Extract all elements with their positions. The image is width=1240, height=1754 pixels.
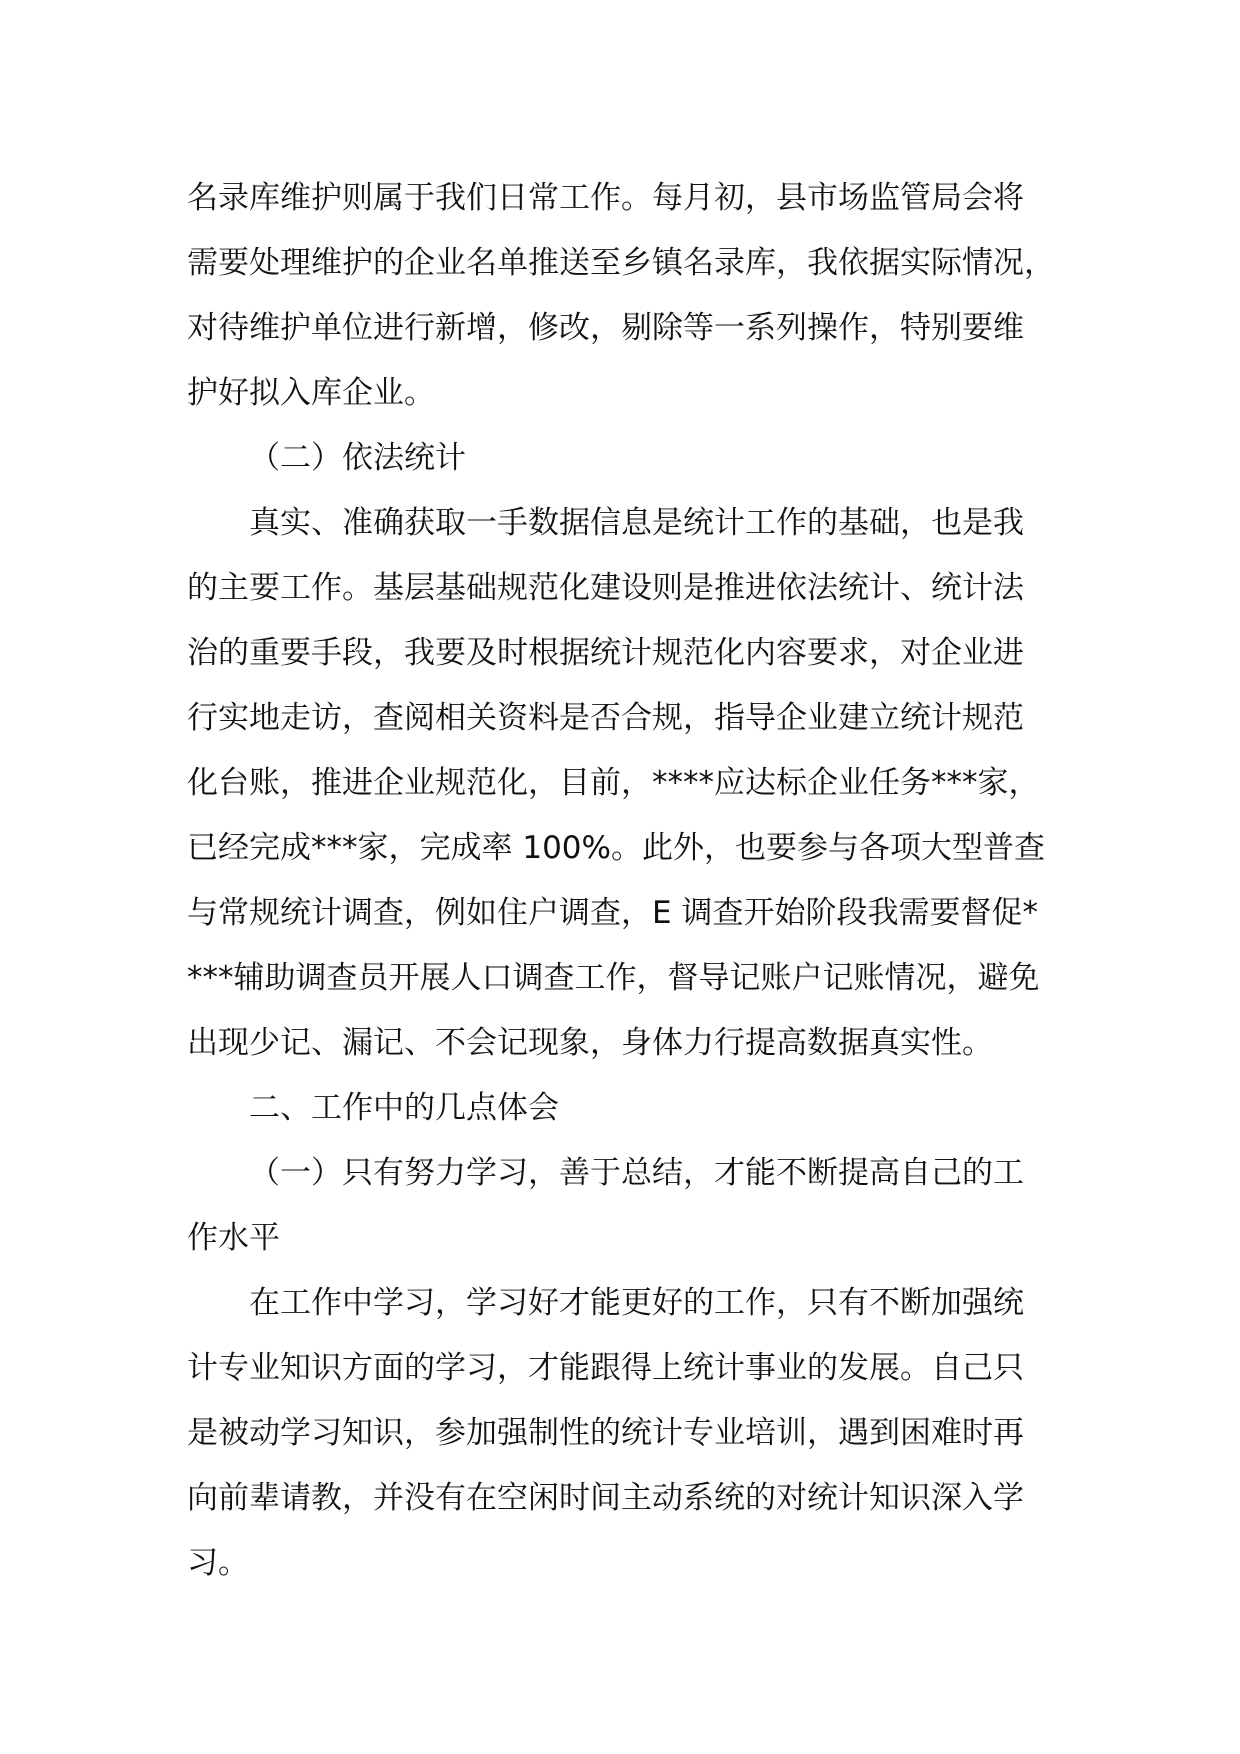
- section-heading: 二、工作中的几点体会: [249, 1090, 559, 1126]
- text-line: 对待维护单位进行新增，修改，剔除等一系列操作，特别要维: [187, 310, 1024, 346]
- text-line: 向前辈请教，并没有在空闲时间主动系统的对统计知识深入学: [187, 1480, 1024, 1516]
- text-line: 化台账，推进企业规范化，目前，****应达标企业任务***家，: [187, 765, 1040, 801]
- text-line: ***辅助调查员开展人口调查工作，督导记账户记账情况，避免: [187, 960, 1040, 996]
- text-line: 出现少记、漏记、不会记现象，身体力行提高数据真实性。: [187, 1025, 993, 1061]
- text-line: 习。: [187, 1545, 249, 1581]
- text-line: 计专业知识方面的学习，才能跟得上统计事业的发展。自己只: [187, 1350, 1024, 1386]
- text-line: 名录库维护则属于我们日常工作。每月初，县市场监管局会将: [187, 180, 1024, 216]
- text-line: 的主要工作。基层基础规范化建设则是推进依法统计、统计法: [187, 570, 1024, 606]
- section-heading: （二）依法统计: [249, 440, 466, 476]
- subsection-heading: （一）只有努力学习，善于总结，才能不断提高自己的工: [249, 1155, 1024, 1191]
- text-line: 治的重要手段，我要及时根据统计规范化内容要求，对企业进: [187, 635, 1024, 671]
- text-line: 护好拟入库企业。: [187, 375, 435, 411]
- text-line: 是被动学习知识，参加强制性的统计专业培训，遇到困难时再: [187, 1415, 1024, 1451]
- text-line: 需要处理维护的企业名单推送至乡镇名录库，我依据实际情况，: [187, 245, 1055, 281]
- text-line: 已经完成***家，完成率 100%。此外，也要参与各项大型普查: [187, 830, 1045, 866]
- document-body: [187, 166, 1067, 1596]
- subsection-heading-continued: 作水平: [187, 1220, 280, 1256]
- text-line: 行实地走访，查阅相关资料是否合规，指导企业建立统计规范: [187, 700, 1024, 736]
- text-line: 真实、准确获取一手数据信息是统计工作的基础，也是我: [249, 505, 1024, 541]
- text-line: 与常规统计调查，例如住户调查，E 调查开始阶段我需要督促*: [187, 895, 1038, 931]
- text-line: 在工作中学习，学习好才能更好的工作，只有不断加强统: [249, 1285, 1024, 1321]
